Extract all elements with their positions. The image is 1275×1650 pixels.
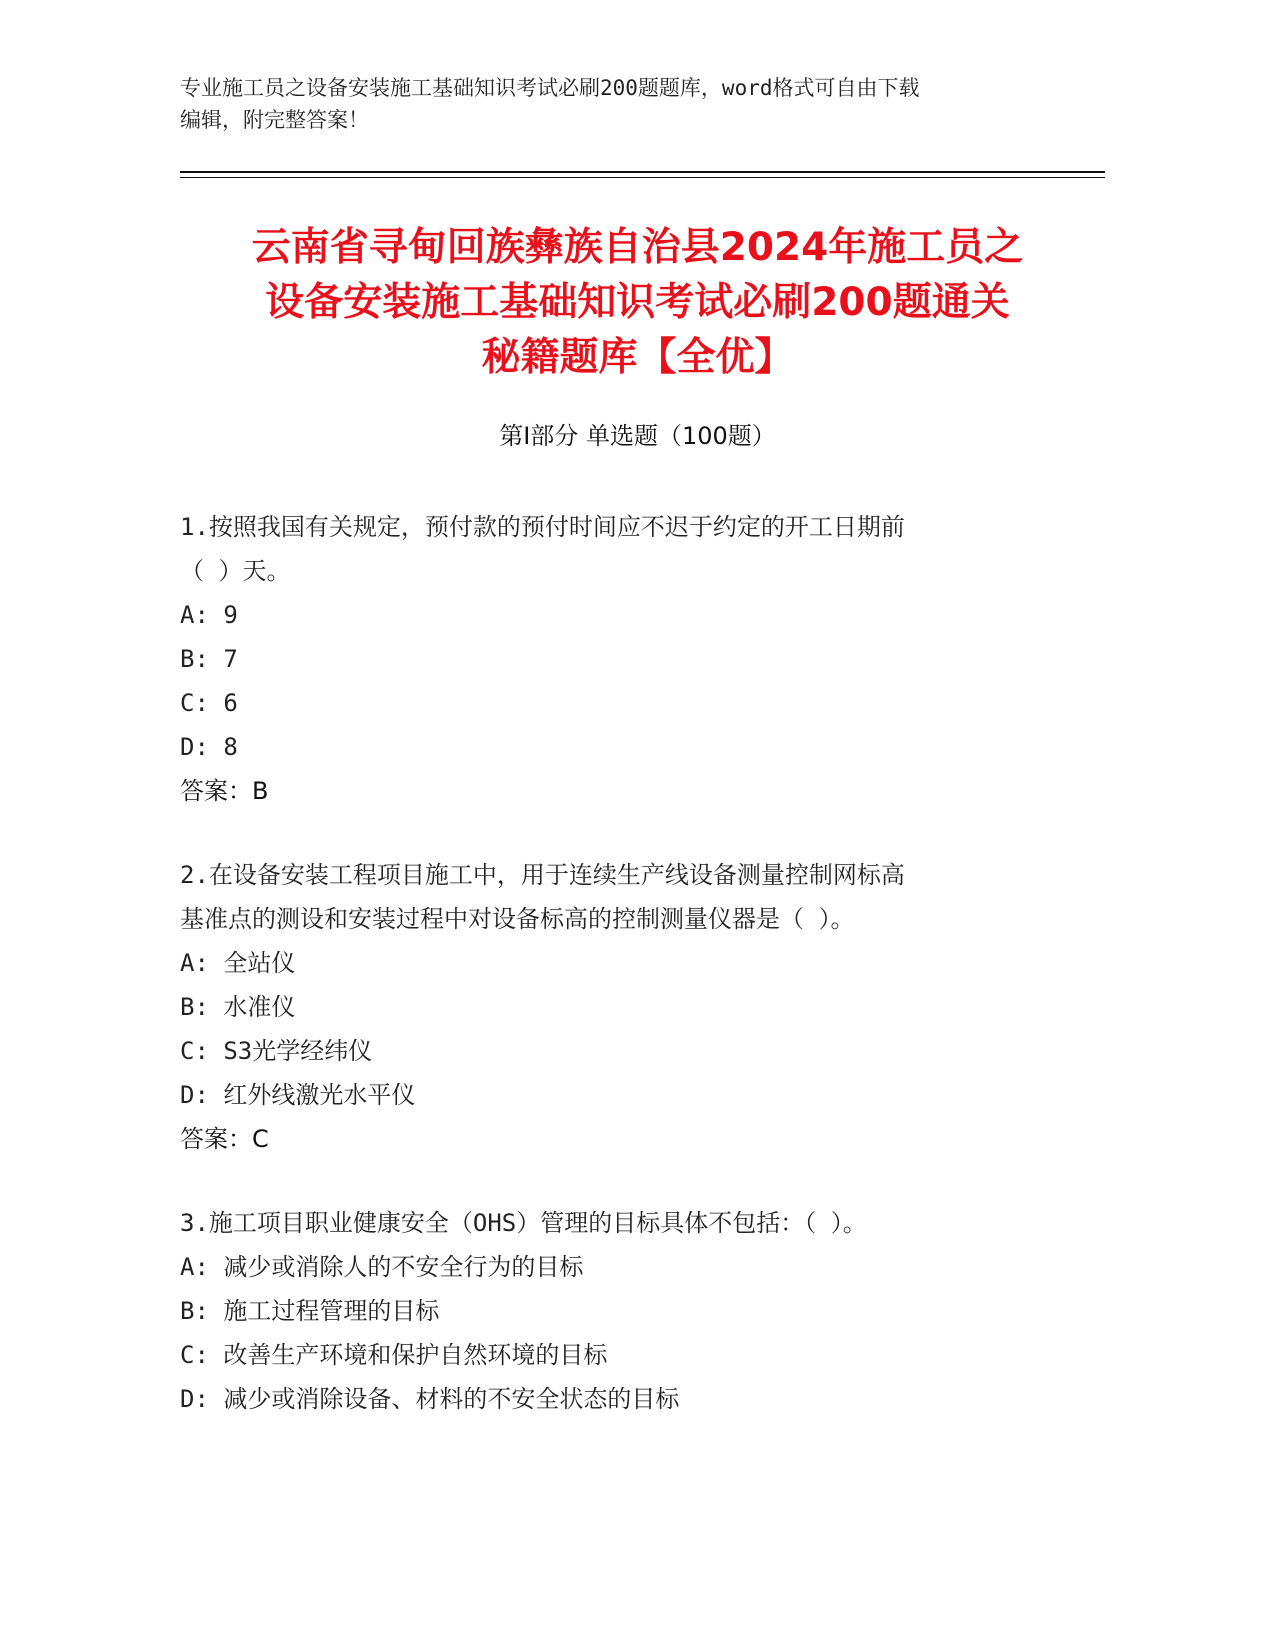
document-title (150, 220, 1125, 385)
question-stem-line: 3.施工项目职业健康安全（OHS）管理的目标具体不包括：（ ）。 (180, 1209, 867, 1237)
header-note-line-1: 专业施工员之设备安装施工基础知识考试必刷200题题库，word格式可自由下载 (180, 76, 920, 100)
header-rule-thin (180, 177, 1105, 178)
section-heading: 第Ⅰ部分 单选题（100题） (499, 422, 776, 450)
option-b: B: 7 (180, 645, 238, 673)
question-2 (180, 853, 1060, 1161)
title-line-1: 云南省寻甸回族彝族自治县2024年施工员之 (251, 225, 1024, 270)
option-d: D: 8 (180, 733, 238, 761)
option-b: B: 水准仪 (180, 993, 296, 1021)
option-a: A: 全站仪 (180, 949, 296, 977)
title-line-2: 设备安装施工基础知识考试必刷200题通关 (265, 280, 1010, 325)
option-b: B: 施工过程管理的目标 (180, 1297, 440, 1325)
answer: 答案：B (180, 777, 269, 805)
option-c: C: 6 (180, 689, 238, 717)
answer: 答案：C (180, 1125, 269, 1153)
option-c: C: S3光学经纬仪 (180, 1037, 373, 1065)
question-list (180, 505, 1060, 1461)
option-a: A: 9 (180, 601, 238, 629)
header-note-line-2: 编辑，附完整答案！ (180, 108, 369, 132)
option-d: D: 红外线激光水平仪 (180, 1081, 416, 1109)
header-note (180, 72, 1080, 136)
question-stem-line: 2.在设备安装工程项目施工中，用于连续生产线设备测量控制网标高 (180, 861, 905, 889)
question-3 (180, 1201, 1060, 1421)
option-d: D: 减少或消除设备、材料的不安全状态的目标 (180, 1385, 680, 1413)
question-1 (180, 505, 1060, 813)
header-rule-thick (180, 171, 1105, 173)
question-stem-line: 1.按照我国有关规定，预付款的预付时间应不迟于约定的开工日期前 (180, 513, 905, 541)
question-stem-line: 基准点的测设和安装过程中对设备标高的控制测量仪器是（ ）。 (180, 905, 855, 933)
option-a: A: 减少或消除人的不安全行为的目标 (180, 1253, 584, 1281)
title-line-3: 秘籍题库【全优】 (481, 335, 794, 380)
option-c: C: 改善生产环境和保护自然环境的目标 (180, 1341, 608, 1369)
question-stem-line: （ ）天。 (180, 557, 291, 585)
